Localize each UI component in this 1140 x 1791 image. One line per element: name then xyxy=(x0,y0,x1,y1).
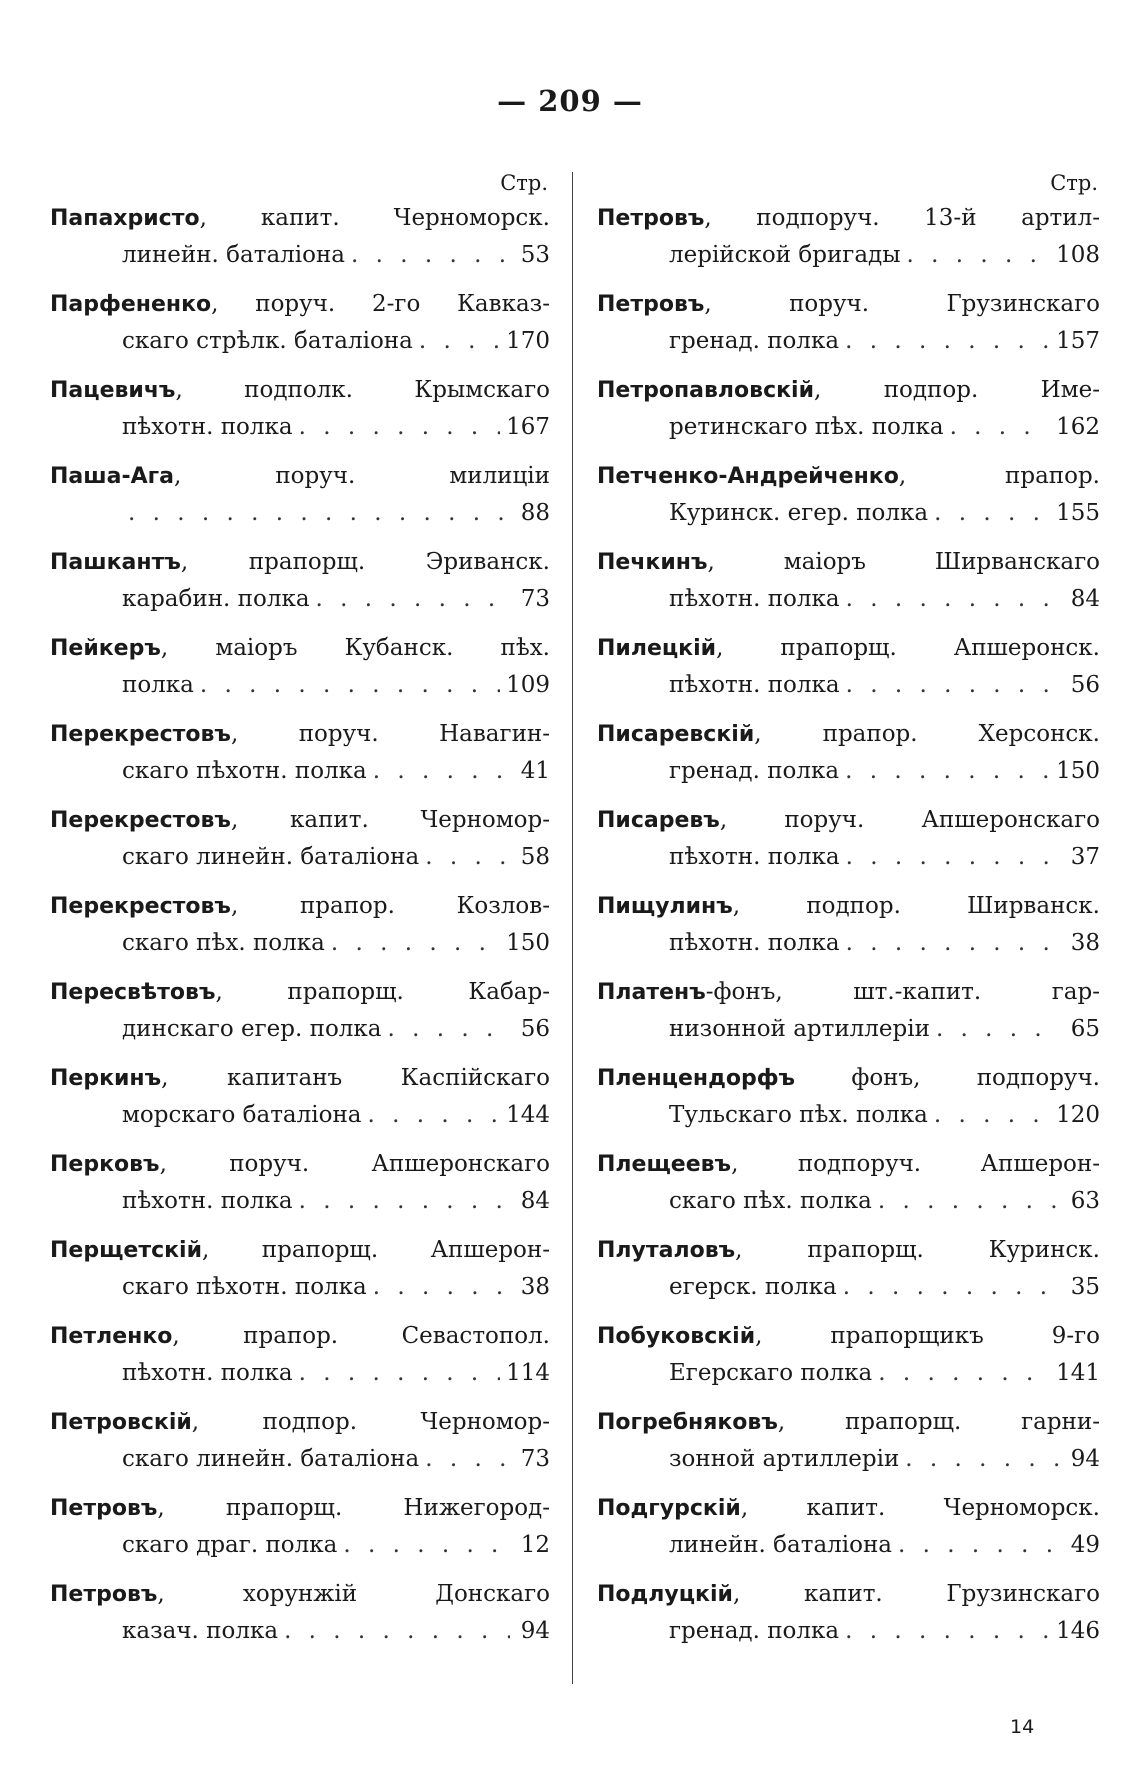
entry-rank-unit: , поруч. милиціи xyxy=(173,463,550,489)
entry-second-line xyxy=(597,1612,1100,1650)
dot-leader xyxy=(846,924,1060,962)
entry-rank-unit: фонъ, подпоруч. xyxy=(795,1065,1100,1091)
index-entry xyxy=(50,456,550,542)
entry-rank-unit: , подпоруч. 13-й артил- xyxy=(704,205,1100,231)
entry-second-line xyxy=(50,1440,550,1478)
entry-rank-unit: , поруч. Навагин- xyxy=(230,721,550,747)
entry-first-line xyxy=(50,717,550,752)
dot-leader xyxy=(907,236,1051,274)
entry-page-ref: 150 xyxy=(1056,758,1100,784)
dot-leader xyxy=(845,752,1050,790)
entry-page-ref: 56 xyxy=(520,1016,550,1042)
index-entry xyxy=(597,456,1100,542)
entry-page-ref: 170 xyxy=(506,328,550,354)
entry-surname: Платенъ xyxy=(597,980,706,1005)
index-entry xyxy=(597,972,1100,1058)
entry-rank-unit: , подпоруч. Апшерон- xyxy=(731,1151,1100,1177)
entry-first-line xyxy=(597,1233,1100,1268)
entry-rank-unit: , маіоръ Кубанск. пѣх. xyxy=(160,635,550,661)
dot-leader xyxy=(425,838,510,876)
index-entry xyxy=(597,1316,1100,1402)
dot-leader xyxy=(934,1096,1050,1134)
entry-unit-continued: пѣхотн. полка xyxy=(122,414,293,440)
index-entry xyxy=(597,1574,1100,1660)
entry-second-line xyxy=(597,666,1100,704)
entry-surname: Погребняковъ xyxy=(597,1410,778,1435)
entry-rank-unit: , поруч. 2-го Кавказ- xyxy=(211,291,550,317)
entry-unit-continued: гренад. полка xyxy=(669,328,840,354)
index-entry xyxy=(50,1058,550,1144)
dot-leader xyxy=(425,1440,510,1478)
dot-leader xyxy=(419,322,500,360)
entry-list xyxy=(597,198,1100,1660)
entry-surname: Паша-Ага xyxy=(50,464,174,489)
entry-second-line xyxy=(50,752,550,790)
dot-leader xyxy=(299,1182,510,1220)
index-entry xyxy=(597,198,1100,284)
entry-surname: Пленцендорфъ xyxy=(597,1066,796,1091)
entry-rank-unit: , подпор. Ширванск. xyxy=(732,893,1100,919)
entry-first-line xyxy=(50,459,550,494)
entry-rank-unit: , прапор. Севастопол. xyxy=(172,1323,550,1349)
index-entry xyxy=(50,542,550,628)
entry-first-line xyxy=(50,889,550,924)
entry-second-line xyxy=(50,408,550,446)
entry-first-line xyxy=(597,1061,1100,1096)
entry-rank-unit: , подпор. Черномор- xyxy=(191,1409,550,1435)
entry-rank-unit: , прапорщ. Апшеронск. xyxy=(716,635,1100,661)
entry-page-ref: 94 xyxy=(520,1618,550,1644)
index-entry xyxy=(597,714,1100,800)
dot-leader xyxy=(845,1612,1050,1650)
index-entry xyxy=(50,1488,550,1574)
entry-first-line xyxy=(50,803,550,838)
index-entry xyxy=(50,886,550,972)
entry-first-line xyxy=(597,1147,1100,1182)
entry-page-ref: 155 xyxy=(1056,500,1100,526)
entry-surname: Пейкеръ xyxy=(50,636,161,661)
entry-second-line xyxy=(50,1096,550,1134)
dot-leader xyxy=(373,752,510,790)
entry-list xyxy=(50,198,550,1660)
index-entry xyxy=(50,972,550,1058)
entry-second-line xyxy=(50,1010,550,1048)
entry-first-line xyxy=(50,373,550,408)
entry-rank-unit: , прапорщ. Нижегород- xyxy=(157,1495,550,1521)
dot-leader xyxy=(846,580,1060,618)
index-entry xyxy=(597,1144,1100,1230)
dot-leader xyxy=(898,1526,1060,1564)
entry-surname: Писаревъ xyxy=(597,808,720,833)
entry-first-line xyxy=(50,1061,550,1096)
entry-first-line xyxy=(597,1319,1100,1354)
entry-unit-continued: линейн. баталіона xyxy=(669,1532,893,1558)
entry-rank-unit: , поруч. Апшеронскаго xyxy=(159,1151,550,1177)
entry-unit-continued: ретинскаго пѣх. полка xyxy=(669,414,944,440)
entry-surname: Пашкантъ xyxy=(50,550,181,575)
dot-leader xyxy=(878,1182,1060,1220)
entry-surname: Петропавловскій xyxy=(597,378,814,403)
entry-first-line xyxy=(597,975,1100,1010)
entry-first-line xyxy=(597,631,1100,666)
left-column xyxy=(50,168,550,1660)
entry-page-ref: 109 xyxy=(506,672,550,698)
column-divider xyxy=(572,172,573,1684)
entry-page-ref: 38 xyxy=(520,1274,550,1300)
entry-second-line xyxy=(597,408,1100,446)
dot-leader xyxy=(373,1268,510,1306)
entry-unit-continued: пѣхотн. полка xyxy=(669,586,840,612)
index-entry xyxy=(50,1316,550,1402)
entry-unit-continued: Куринск. егер. полка xyxy=(669,500,929,526)
entry-page-ref: 12 xyxy=(520,1532,550,1558)
entry-unit-continued: пѣхотн. полка xyxy=(122,1360,293,1386)
entry-unit-continued: карабин. полка xyxy=(122,586,310,612)
entry-rank-unit: , прапорщ. Апшерон- xyxy=(202,1237,550,1263)
entry-unit-continued: линейн. баталіона xyxy=(122,242,346,268)
entry-page-ref: 53 xyxy=(520,242,550,268)
index-entry xyxy=(597,542,1100,628)
entry-surname: Петленко xyxy=(50,1324,173,1349)
entry-surname: Перекрестовъ xyxy=(50,722,231,747)
entry-page-ref: 73 xyxy=(520,1446,550,1472)
index-entry xyxy=(597,886,1100,972)
dot-leader xyxy=(388,1010,511,1048)
entry-rank-unit: , прапорщ. Эриванск. xyxy=(180,549,550,575)
entry-second-line xyxy=(597,924,1100,962)
dot-leader xyxy=(934,494,1050,532)
entry-first-line xyxy=(50,1577,550,1612)
entry-page-ref: 84 xyxy=(1070,586,1100,612)
entry-rank-unit: , прапор. xyxy=(898,463,1100,489)
index-entry xyxy=(597,284,1100,370)
entry-unit-continued: пѣхотн. полка xyxy=(669,930,840,956)
index-entry xyxy=(50,198,550,284)
dot-leader xyxy=(299,408,501,446)
entry-rank-unit: , капит. Грузинскаго xyxy=(732,1581,1100,1607)
entry-first-line xyxy=(50,631,550,666)
entry-unit-continued: скаго пѣх. полка xyxy=(122,930,325,956)
entry-surname: Петровъ xyxy=(50,1582,158,1607)
entry-second-line xyxy=(50,580,550,618)
entry-first-line xyxy=(597,717,1100,752)
entry-page-ref: 150 xyxy=(506,930,550,956)
entry-first-line xyxy=(597,1577,1100,1612)
entry-page-ref: 65 xyxy=(1070,1016,1100,1042)
entry-first-line xyxy=(50,975,550,1010)
entry-page-ref: 114 xyxy=(506,1360,550,1386)
entry-second-line xyxy=(50,1612,550,1650)
entry-page-ref: 167 xyxy=(506,414,550,440)
entry-first-line xyxy=(597,803,1100,838)
dot-leader xyxy=(878,1354,1050,1392)
dot-leader xyxy=(845,322,1050,360)
entry-surname: Подлуцкій xyxy=(597,1582,733,1607)
entry-surname: Побуковскій xyxy=(597,1324,756,1349)
entry-second-line xyxy=(597,1182,1100,1220)
entry-first-line xyxy=(50,201,550,236)
entry-surname: Перковъ xyxy=(50,1152,160,1177)
entry-rank-unit: , прапорщикъ 9-го xyxy=(755,1323,1100,1349)
entry-page-ref: 38 xyxy=(1070,930,1100,956)
entry-second-line xyxy=(50,1268,550,1306)
entry-second-line xyxy=(50,1526,550,1564)
entry-first-line xyxy=(50,1319,550,1354)
entry-second-line xyxy=(50,924,550,962)
entry-surname: Петровъ xyxy=(597,292,705,317)
entry-unit-continued: егерск. полка xyxy=(669,1274,837,1300)
index-entry xyxy=(50,1402,550,1488)
entry-surname: Пилецкій xyxy=(597,636,717,661)
entry-first-line xyxy=(597,373,1100,408)
index-entry xyxy=(50,1144,550,1230)
entry-second-line xyxy=(50,1354,550,1392)
entry-first-line xyxy=(50,1491,550,1526)
entry-surname: Плуталовъ xyxy=(597,1238,736,1263)
entry-second-line xyxy=(597,322,1100,360)
entry-rank-unit: , прапорщ. гарни- xyxy=(777,1409,1100,1435)
entry-second-line xyxy=(50,1182,550,1220)
dot-leader xyxy=(368,1096,501,1134)
entry-page-ref: 56 xyxy=(1070,672,1100,698)
entry-surname: Пересвѣтовъ xyxy=(50,980,216,1005)
entry-page-ref: 120 xyxy=(1056,1102,1100,1128)
index-entry xyxy=(597,800,1100,886)
entry-first-line xyxy=(50,1405,550,1440)
entry-second-line xyxy=(597,1354,1100,1392)
entry-page-ref: 108 xyxy=(1056,242,1100,268)
entry-second-line xyxy=(50,666,550,704)
entry-rank-unit: , прапорщ. Кабар- xyxy=(215,979,550,1005)
entry-page-ref: 146 xyxy=(1056,1618,1100,1644)
index-entry xyxy=(597,1488,1100,1574)
entry-surname: Петровскій xyxy=(50,1410,192,1435)
dot-leader xyxy=(299,1354,501,1392)
entry-surname: Петченко-Андрейченко xyxy=(597,464,899,489)
entry-surname: Перекрестовъ xyxy=(50,894,231,919)
entry-surname: Плещеевъ xyxy=(597,1152,732,1177)
entry-second-line xyxy=(597,580,1100,618)
index-entry xyxy=(597,1058,1100,1144)
entry-surname: Пацевичъ xyxy=(50,378,176,403)
entry-second-line xyxy=(597,1440,1100,1478)
page-number: — 209 — xyxy=(497,84,643,118)
entry-unit-continued: скаго линейн. баталіона xyxy=(122,1446,420,1472)
entry-unit-continued: динскаго егер. полка xyxy=(122,1016,382,1042)
entry-second-line xyxy=(50,236,550,274)
dot-leader xyxy=(316,580,510,618)
entry-unit-continued: гренад. полка xyxy=(669,758,840,784)
index-entry xyxy=(50,284,550,370)
dot-leader xyxy=(351,236,510,274)
entry-surname: Перекрестовъ xyxy=(50,808,231,833)
entry-page-ref: 94 xyxy=(1070,1446,1100,1472)
entry-page-ref: 49 xyxy=(1070,1532,1100,1558)
dot-leader xyxy=(128,494,510,532)
entry-page-ref: 58 xyxy=(520,844,550,870)
dot-leader xyxy=(343,1526,510,1564)
entry-unit-continued: скаго пѣхотн. полка xyxy=(122,1274,367,1300)
entry-unit-continued: пѣхотн. полка xyxy=(669,672,840,698)
index-entry xyxy=(50,1574,550,1660)
entry-rank-unit: , подполк. Крымскаго xyxy=(175,377,550,403)
entry-surname: Петровъ xyxy=(597,206,705,231)
column-header: Стр. xyxy=(1050,171,1098,195)
entry-page-ref: 88 xyxy=(520,500,550,526)
entry-page-ref: 37 xyxy=(1070,844,1100,870)
entry-unit-continued: скаго стрѣлк. баталіона xyxy=(122,328,413,354)
entry-page-ref: 162 xyxy=(1056,414,1100,440)
entry-second-line xyxy=(50,322,550,360)
entry-second-line xyxy=(50,838,550,876)
entry-surname: Печкинъ xyxy=(597,550,708,575)
entry-second-line xyxy=(597,236,1100,274)
entry-surname: Петровъ xyxy=(50,1496,158,1521)
index-entry xyxy=(50,1230,550,1316)
entry-second-line xyxy=(597,494,1100,532)
entry-rank-unit: , хорунжій Донскаго xyxy=(157,1581,550,1607)
entry-surname: Перкинъ xyxy=(50,1066,162,1091)
entry-rank-unit: -фонъ, шт.-капит. гар- xyxy=(705,979,1100,1005)
entry-rank-unit: , поруч. Грузинскаго xyxy=(704,291,1100,317)
dot-leader xyxy=(936,1010,1060,1048)
entry-surname: Писаревскій xyxy=(597,722,755,747)
entry-page-ref: 73 xyxy=(520,586,550,612)
index-entry xyxy=(597,370,1100,456)
dot-leader xyxy=(331,924,500,962)
entry-first-line xyxy=(50,1147,550,1182)
entry-first-line xyxy=(597,287,1100,322)
entry-page-ref: 41 xyxy=(520,758,550,784)
entry-unit-continued: гренад. полка xyxy=(669,1618,840,1644)
entry-unit-continued: скаго драг. полка xyxy=(122,1532,338,1558)
entry-first-line xyxy=(597,1405,1100,1440)
dot-leader xyxy=(284,1612,510,1650)
index-entry xyxy=(597,628,1100,714)
entry-rank-unit: , прапорщ. Куринск. xyxy=(735,1237,1100,1263)
entry-first-line xyxy=(597,889,1100,924)
entry-first-line xyxy=(50,1233,550,1268)
entry-rank-unit: , капит. Черноморск. xyxy=(740,1495,1100,1521)
entry-rank-unit: , прапор. Херсонск. xyxy=(754,721,1100,747)
entry-unit-continued: Тульскаго пѣх. полка xyxy=(669,1102,928,1128)
entry-second-line xyxy=(597,1526,1100,1564)
entry-unit-continued: скаго пѣхотн. полка xyxy=(122,758,367,784)
index-entry xyxy=(50,370,550,456)
dot-leader xyxy=(846,666,1060,704)
entry-surname: Папахристо xyxy=(50,206,200,231)
entry-rank-unit: , маіоръ Ширванскаго xyxy=(707,549,1100,575)
entry-second-line xyxy=(597,1268,1100,1306)
entry-unit-continued: зонной артиллеріи xyxy=(669,1446,900,1472)
entry-second-line xyxy=(597,838,1100,876)
entry-second-line xyxy=(597,752,1100,790)
entry-rank-unit: , капитанъ Каспійскаго xyxy=(161,1065,550,1091)
index-entry xyxy=(50,628,550,714)
entry-surname: Подгурскій xyxy=(597,1496,741,1521)
entry-rank-unit: , поруч. Апшеронскаго xyxy=(719,807,1100,833)
entry-rank-unit: , капит. Черноморск. xyxy=(199,205,550,231)
dot-leader xyxy=(843,1268,1060,1306)
index-entry xyxy=(50,714,550,800)
entry-surname: Парфененко xyxy=(50,292,212,317)
entry-unit-continued: полка xyxy=(122,672,194,698)
entry-first-line xyxy=(50,287,550,322)
entry-second-line xyxy=(50,494,550,532)
dot-leader xyxy=(905,1440,1060,1478)
signature-mark: 14 xyxy=(1010,1716,1035,1738)
index-entry xyxy=(50,800,550,886)
entry-unit-continued: морскаго баталіона xyxy=(122,1102,362,1128)
entry-first-line xyxy=(597,459,1100,494)
right-column xyxy=(597,168,1100,1660)
entry-second-line xyxy=(597,1096,1100,1134)
entry-page-ref: 141 xyxy=(1056,1360,1100,1386)
dot-leader xyxy=(950,408,1051,446)
entry-rank-unit: , капит. Черномор- xyxy=(230,807,550,833)
entry-first-line xyxy=(597,1491,1100,1526)
entry-rank-unit: , подпор. Име- xyxy=(814,377,1100,403)
dot-leader xyxy=(200,666,500,704)
entry-unit-continued: лерійской бригады xyxy=(669,242,901,268)
entry-page-ref: 157 xyxy=(1056,328,1100,354)
entry-first-line xyxy=(50,545,550,580)
entry-unit-continued: пѣхотн. полка xyxy=(122,1188,293,1214)
entry-page-ref: 63 xyxy=(1070,1188,1100,1214)
entry-unit-continued: скаго линейн. баталіона xyxy=(122,844,420,870)
entry-surname: Перщетскій xyxy=(50,1238,203,1263)
entry-page-ref: 35 xyxy=(1070,1274,1100,1300)
index-entry xyxy=(597,1402,1100,1488)
entry-unit-continued: Егерскаго полка xyxy=(669,1360,873,1386)
entry-first-line xyxy=(597,201,1100,236)
entry-unit-continued: казач. полка xyxy=(122,1618,279,1644)
entry-unit-continued: скаго пѣх. полка xyxy=(669,1188,872,1214)
dot-leader xyxy=(846,838,1060,876)
entry-unit-continued: низонной артиллеріи xyxy=(669,1016,930,1042)
entry-rank-unit: , прапор. Козлов- xyxy=(230,893,550,919)
entry-first-line xyxy=(597,545,1100,580)
entry-unit-continued: пѣхотн. полка xyxy=(669,844,840,870)
entry-surname: Пищулинъ xyxy=(597,894,733,919)
column-header: Стр. xyxy=(500,171,548,195)
entry-second-line xyxy=(597,1010,1100,1048)
entry-page-ref: 144 xyxy=(506,1102,550,1128)
entry-page-ref: 84 xyxy=(520,1188,550,1214)
index-entry xyxy=(597,1230,1100,1316)
